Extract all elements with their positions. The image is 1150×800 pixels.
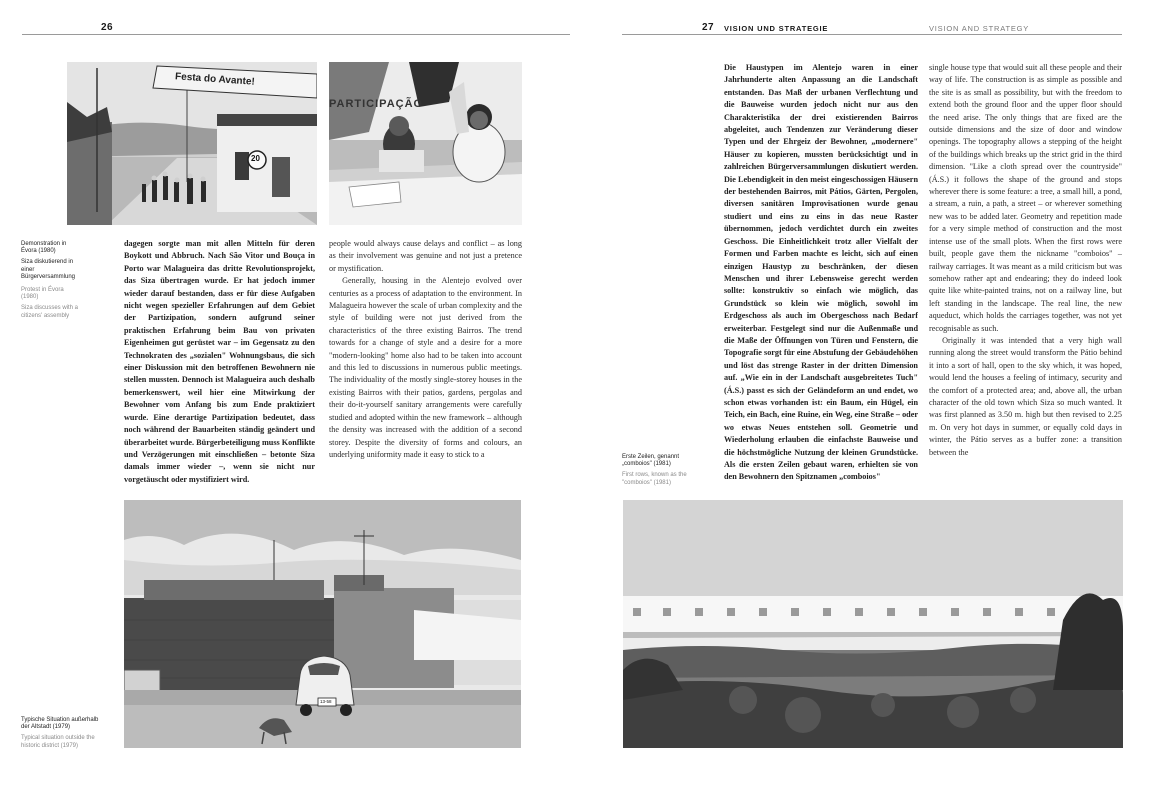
left-english-column xyxy=(329,238,522,488)
caption-meeting-en: Siza discusses with a citizens' assembly xyxy=(21,305,79,319)
caption-typical-de: Typische Situation außerhalb der Altstadt (1979) xyxy=(21,717,99,731)
photo-typical-situation xyxy=(124,500,521,748)
right-german-paragraph: Die Haustypen im Alentejo waren in einer Jahrhunderte alten Anpassung an die Landschaft entstanden. Das Maß der urbanen Verflechtung und die Bauweise wurden jedoch nicht nur aus den Charakteristika der drei existierenden Bairros abgeleitet, auch Tendenzen zur Veränderung dieser Typen und der Ehrgeiz der Bewohner, „modernere" Häuser zu kopieren, mussten berücksichtigt und in zahlreichen Bürgerversammlungen diskutiert werden. Die Lebendigkeit in den meist eingeschossigen Häusern der bestehenden Bairros, mit Pátios, Gärten, Pergolen, diversen sanitären Improvisationen wurde genau studiert und eins zu eins in das neue Raster übernommen, jedoch verdichtet durch ein zweites Geschoss. Die Einheitlichkeit trotz aller Vielfalt der Formen und Farben machte es leicht, sich auf einen einzigen Haustyp zu beschränken, der diesen Menschen und ihrer Lebensweise gerecht werden sollte: konstruktiv so einfach wie möglich, das Grundstück so klein wie möglich, sowohl im Erdgeschoss als auch im Obergeschoss nach Bedarf erweiterbar. Festgelegt sind nur die Außenmaße und die Maße der Öffnungen von Türen und Fenstern, die Topografie sorgt für eine Abstufung der Gebäudehöhen und löst das strenge Raster in der dritten Dimension auf. „Wie ein in der Landschaft ausgebreitetes Tuch" (Á.S.) passt es sich der Geländeform an und endet, wo schon etwas vorhanden ist: ein Baum, ein Hügel, ein Teich, ein Bach, eine Ruine, ein Weg, eine Straße – oder wo etwas Neues entstehen soll. Geometrie und Wiederholung erlauben die einfachste Bauweise und die höchstmögliche Nutzung der kleinen Grundstücke. Als die ersten Zeilen gebaut waren, erhielten sie von den Bewohnern den Spitznamen „comboios" xyxy=(724,63,918,482)
header-english: VISION AND STRATEGY xyxy=(929,24,1030,33)
caption-meeting-de: Siza diskutierend in einer Bürgerversammlung xyxy=(21,259,76,280)
left-german-paragraph: dagegen sorgte man mit allen Mitteln für deren Boykott und Abbruch. Nach São Vitor und Bouça in Porto war Malagueira das dritte Revolutionsprojekt, das Siza übertragen wurde. Er hat jedoch immer wieder darauf bestanden, dass er für diese Aufgaben nicht wegen spezieller Erfahrungen auf dem Gebiet der Partizipation, sondern aufgrund seiner praktischen Erfahrung beim Bau von privaten Eigenheimen gut gerüstet war – im Gegensatz zu den Technokraten des „sozialen" Wohnungsbaus, die sich einer Diskussion mit den betroffenen Bewohnern nie stellen mussten. Dennoch ist Malagueira auch deshalb bemerkenswert, weil hier eine Mitwirkung der Bewohner vom Anfang bis zum Ende praktiziert wurde. Eine derartige Partizipation bedeutet, dass noch während der Bauarbeiten ständig geändert und überarbeitet wurde. Bürgerbeteiligung muss Konflikte und Verzögerungen mit einschließen – betonte Siza damals immer wieder –, wenn sie nicht nur vorgetäuscht oder mystifiziert wird. xyxy=(124,239,315,484)
banner-text: Festa do Avante! xyxy=(174,71,256,88)
caption-typical-situation xyxy=(21,717,101,750)
right-english-paragraph-2: Originally it was intended that a very high wall running along the street would transform the Pátio behind it into a sort of hall, open to the sky which, it was hoped, would lend the houses a feeling of intimacy, security and the comfort of a protected area; and, above all, the urban character of the old town which Siza so much wanted. It was first planned as 3.50 m. high but then revised to 2.25 m. On very hot days in summer, or equally cold days in winter, the Pátio serves as a buffer zone: a transition between the xyxy=(929,335,1122,457)
left-german-column xyxy=(124,238,315,488)
caption-demonstration xyxy=(21,241,81,320)
caption-demonstration-en: Protest in Évora (1980) xyxy=(21,287,64,301)
car-plate-text: 13-58 xyxy=(320,699,332,704)
right-german-column xyxy=(724,62,918,488)
meeting-banner-text: PARTICIPAÇÃO xyxy=(329,98,424,110)
right-header-rule xyxy=(622,34,1122,35)
right-english-column xyxy=(929,62,1122,488)
photo-comboios xyxy=(623,500,1123,748)
right-page-number: 27 xyxy=(702,22,715,33)
left-english-paragraph-1: people would always cause delays and conflict – as long as their involvement was genuine and not just a pretence or mystification. xyxy=(329,239,522,273)
caption-comboios-de: Erste Zeilen, genannt „comboios" (1981) xyxy=(622,454,680,468)
caption-comboios xyxy=(622,454,692,487)
caption-demonstration-de: Demonstration in Évora (1980) xyxy=(21,241,67,255)
left-header-rule xyxy=(22,34,570,35)
left-page-number: 26 xyxy=(101,22,114,33)
right-english-paragraph-1: single house type that would suit all these people and their way of life. The construction is as simple as possible and the site is as small as possibility, but with the freedom to extend both the ground floor and the upper floor should the need arise. The only things that are fixed are the outside dimensions and the size of door and window openings. The topography allows a stepping of the height of the buildings which breaks up the strict grid in the third dimension. "Like a cloth spread over the countryside" (Á.S.) it follows the shape of the ground and stops wherever there is some feature: a tree, a small hill, a pond, a stream, a ruin, a path, a street – or wherever something new was to be added later. Geometry and repetition made for a very simple method of construction and the most intense use of the small plots. When the first rows were built, people gave them the nickname "comboios" – railway carriages. It was meant as a mild criticism but was somehow rather apt and endearing; they do indeed look quite like white-painted trains, not on a railway line, but left standing in the landscape. The real line, the new aqueduct, which holds the carriages together, was not yet recognisable as such. xyxy=(929,63,1122,333)
caption-comboios-en: First rows, known as the "comboios" (1981) xyxy=(622,472,687,486)
caption-typical-en: Typical situation outside the historic district (1979) xyxy=(21,735,95,749)
left-english-paragraph-2: Generally, housing in the Alentejo evolved over centuries as a process of adaptation to the environment. In Malagueira however the scale of urban complexity and the style of building were not just derived from the characteristics of the three existing Bairros. The trend towards for a change of style and a desire for a more "modern-looking" home also had to be taken into account and this led to discussions in numerous public meetings. The individuality of the mostly single-storey houses in the existing Bairros with their patios, gardens, pergolas and their do-it-yourself sanitary arrangements were carefully studied and adopted within the new framework – although the density was increased with the addition of a second storey. Despite the diversity of forms and colours, an underlying uniformity made it easy to stick to a xyxy=(329,276,522,459)
speed-sign-text: 20 xyxy=(251,154,260,163)
photo-demonstration xyxy=(67,62,317,225)
photo-citizens-meeting xyxy=(329,62,522,225)
header-german: VISION UND STRATEGIE xyxy=(724,24,829,33)
